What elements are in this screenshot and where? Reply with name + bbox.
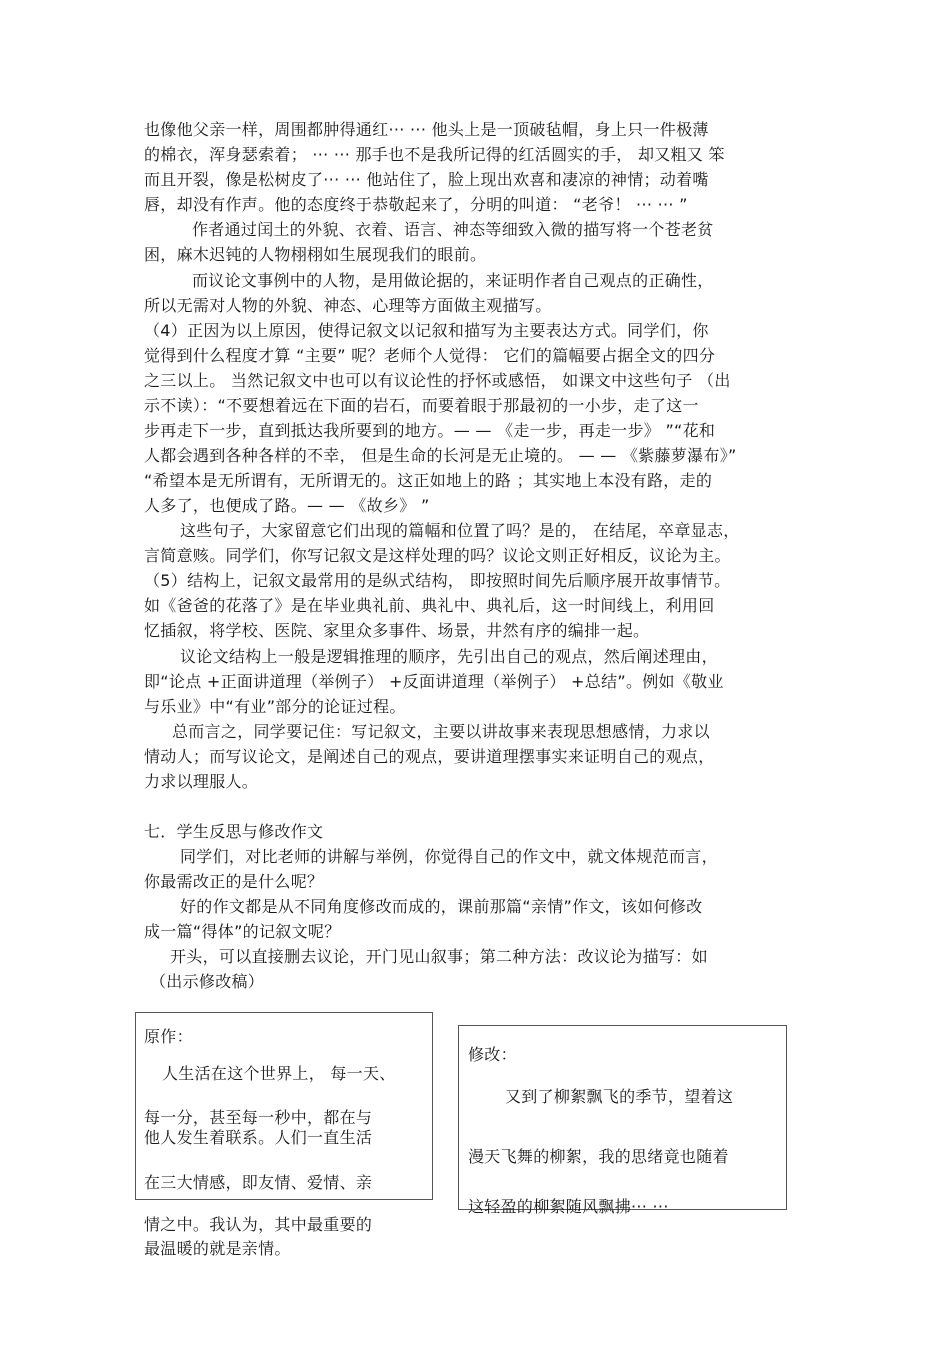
text-line: 即“论点 +正面讲道理（举例子） +反面讲道理（举例子） +总结”。例如《敬业: [144, 672, 724, 691]
text-line: 你最需改正的是什么呢？: [144, 872, 324, 891]
original-box-line: 在三大情感，即友情、爱情、亲: [144, 1173, 373, 1192]
text-line: 这些句子，大家留意它们出现的篇幅和位置了吗？是的， 在结尾，卒章显志，: [180, 521, 740, 540]
text-line: “希望本是无所谓有，无所谓无的。这正如地上的路 ；其实地上本没有路，走的: [144, 471, 713, 490]
text-line: 也像他父亲一样，周围都肿得通红··· ··· 他头上是一顶破毡帽，身上只一件极薄: [144, 120, 709, 139]
text-line: 步再走下一步，直到抵达我所要到的地方。— — 《走一步，再走一步》 ”“花和: [144, 421, 716, 440]
original-box-line: 每一分，甚至每一秒中，都在与: [144, 1108, 373, 1127]
text-line: 困，麻木迟钝的人物栩栩如生展现我们的眼前。: [144, 245, 487, 264]
original-box-label: 原作：: [144, 1027, 193, 1046]
text-line: 作者通过闰土的外貌、衣着、语言、神态等细致入微的描写将一个苍老贫: [192, 220, 714, 239]
original-box-line: 最温暖的就是亲情。: [144, 1239, 291, 1258]
text-line: 情动人；而写议论文，是阐述自己的观点，要讲道理摆事实来证明自己的观点，: [144, 747, 715, 766]
text-line: （5）结构上，记叙文最常用的是纵式结构， 即按照时间先后顺序展开故事情节。: [144, 571, 731, 590]
original-box-line: 他人发生着联系。人们一直生活: [144, 1128, 373, 1147]
text-line: 言简意赅。同学们，你写记叙文是这样处理的吗？议论文则正好相反，议论为主。: [144, 546, 731, 565]
text-line: （出示修改稿）: [150, 972, 265, 991]
text-line: 成一篇“得体”的记叙文呢？: [144, 922, 341, 941]
text-line: 议论文结构上一般是逻辑推理的顺序，先引出自己的观点，然后阐述理由，: [180, 647, 718, 666]
text-line: 所以无需对人物的外貌、神态、心理等方面做主观描写。: [144, 296, 552, 315]
revised-box-label: 修改：: [468, 1045, 517, 1064]
text-line: 之三以上。 当然记叙文中也可以有议论性的抒怀或感悟， 如课文中这些句子 （出: [144, 371, 731, 390]
revised-box-line: 漫天飞舞的柳絮，我的思绪竟也随着: [468, 1147, 729, 1166]
text-line: 好的作文都是从不同角度修改而成的，课前那篇“亲情”作文，该如何修改: [180, 897, 703, 916]
text-line: （4）正因为以上原因，使得记叙文以记叙和描写为主要表达方式。同学们，你: [144, 321, 709, 340]
text-line: 觉得到什么程度才算 “主要” 呢？老师个人觉得： 它们的篇幅要占据全文的四分: [144, 346, 716, 365]
text-line: 同学们，对比老师的讲解与举例，你觉得自己的作文中，就文体规范而言，: [180, 847, 718, 866]
text-line: 唇，却没有作声。他的态度终于恭敬起来了，分明的叫道： “老爷！ ··· ··· ”: [144, 195, 688, 214]
text-line: 人都会遇到各种各样的不幸， 但是生命的长河是无止境的。 — — 《紫藤萝瀑布》”: [144, 446, 737, 465]
text-line: 如《爸爸的花落了》是在毕业典礼前、典礼中、典礼后，这一时间线上，利用回: [144, 596, 715, 615]
text-line: 与乐业》中“有业”部分的论证过程。: [144, 697, 406, 716]
text-line: 的棉衣，浑身瑟索着； ··· ··· 那手也不是我所记得的红活圆实的手， 却又粗又 笨: [144, 145, 725, 164]
text-line: 示不读）：“不要想着远在下面的岩石，而要着眼于那最初的一小步，走了这一: [144, 396, 699, 415]
section-heading: 七．学生反思与修改作文: [144, 822, 324, 841]
original-box-line: 情之中。我认为，其中最重要的: [144, 1215, 373, 1234]
original-box-line: 人生活在这个世界上， 每一天、: [162, 1064, 396, 1083]
text-line: 力求以理服人。: [144, 772, 259, 791]
text-line: 忆插叙，将学校、医院、家里众多事件、场景，井然有序的编排一起。: [144, 621, 650, 640]
revised-box-line: 这轻盈的柳絮随风飘拂··· ···: [468, 1197, 669, 1216]
text-line: 开头，可以直接删去议论，开门见山叙事；第二种方法：改议论为描写：如: [170, 947, 708, 966]
text-line: 而议论文事例中的人物，是用做论据的，来证明作者自己观点的正确性，: [192, 271, 714, 290]
text-line: 人多了，也便成了路。— — 《故乡》 ”: [144, 496, 430, 515]
text-line: 总而言之，同学要记住：写记叙文，主要以讲故事来表现思想感情，力求以: [172, 722, 710, 741]
revised-box-line: 又到了柳絮飘飞的季节，望着这: [505, 1087, 734, 1106]
text-line: 而且开裂，像是松树皮了··· ··· 他站住了，脸上现出欢喜和凄凉的神情；动着嘴: [144, 170, 709, 189]
